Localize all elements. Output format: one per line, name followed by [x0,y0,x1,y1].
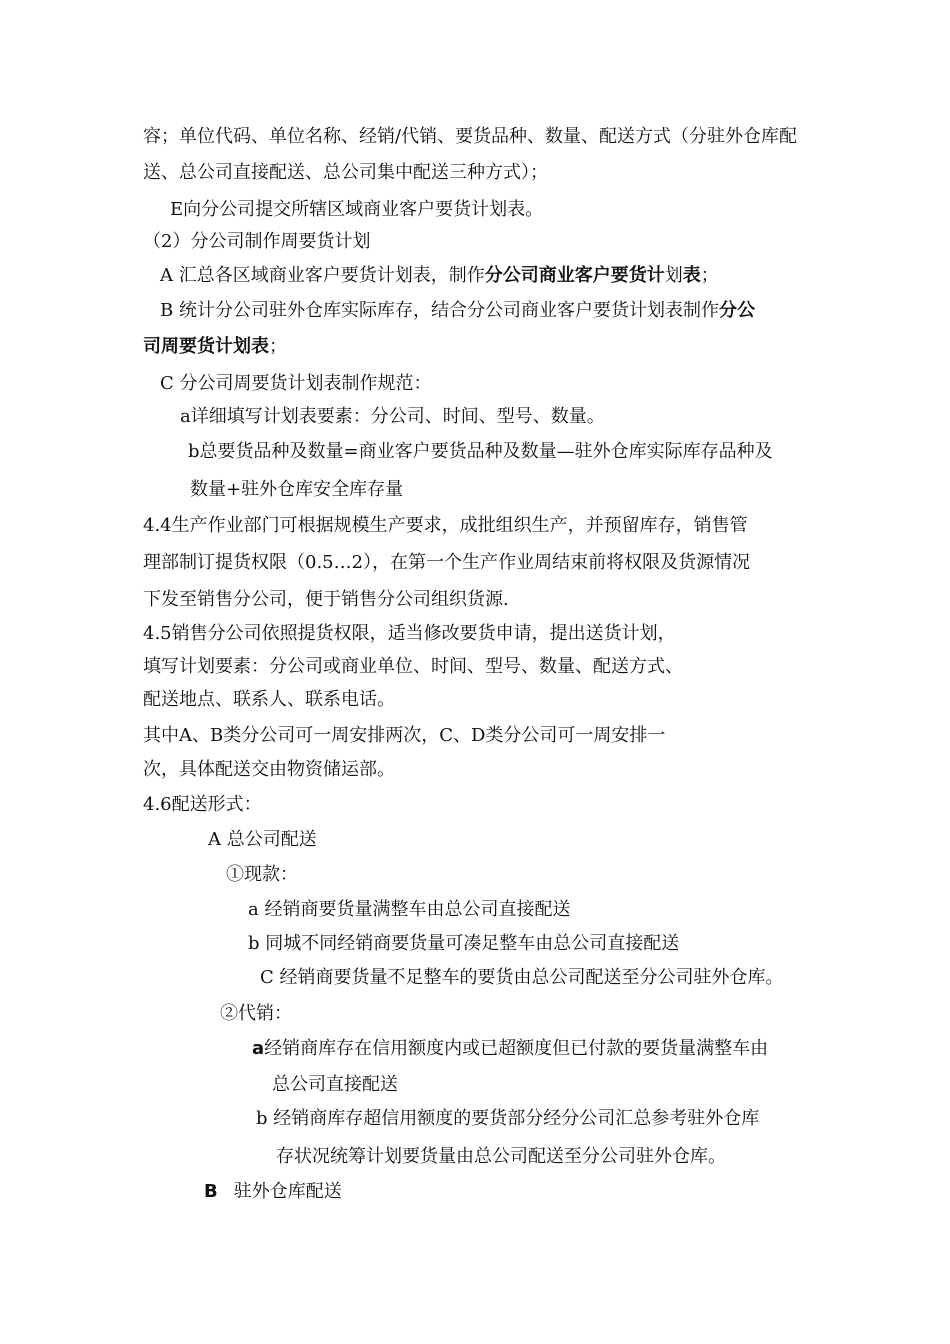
text-segment: ； [269,336,287,357]
section-heading: （2）分公司制作周要货计划 [143,231,371,252]
text-line: 下发至销售分公司，便于销售分公司组织货源. [143,589,509,610]
text-segment: 划 [664,265,683,286]
text-line [143,336,287,358]
text-line: C 经销商要货量不足整车的要货由总公司配送至分公司驻外仓库。 [260,967,784,988]
bold-term: 司周要货计划表 [143,336,269,357]
text-line: b 同城不同经销商要货量可凑足整车由总公司直接配送 [248,933,680,954]
text-line: b总要货品种及数量=商业客户要货品种及数量—驻外仓库实际库存品种及 [188,441,773,462]
text-line: 送、总公司直接配送、总公司集中配送三种方式）； [143,162,548,183]
text-line: 容；单位代码、单位名称、经销/代销、要货品种、数量、配送方式（分驻外仓库配 [143,126,798,147]
text-line: 配送地点、联系人、联系电话。 [143,689,395,710]
text-line: a 经销商要货量满整车由总公司直接配送 [248,899,571,920]
text-line: 填写计划要素：分公司或商业单位、时间、型号、数量、配送方式、 [143,656,683,677]
text-segment: 驻外仓库配送 [233,1181,342,1202]
bold-term: 分公司商业客户要货计 [484,265,665,286]
section-heading: 4.6配送形式： [143,794,262,815]
text-line [160,265,719,287]
text-line [160,300,755,322]
text-line: 次，具体配送交由物资储运部。 [143,759,395,780]
text-line: b 经销商库存超信用额度的要货部分经分公司汇总参考驻外仓库 [256,1108,760,1129]
text-line: ①现款： [226,864,298,885]
bold-term: B [204,1181,218,1202]
bold-term: 表 [682,265,701,286]
text-line: ②代销： [220,1003,292,1024]
bold-term: 分公 [718,300,755,321]
text-line: 总公司直接配送 [272,1074,398,1095]
text-segment: B 统计分公司驻外仓库实际库存，结合分公司商业客户要货计划表制作 [160,300,719,321]
text-line [252,1038,768,1060]
text-line: 其中A、B类分公司可一周安排两次，C、D类分公司可一周安排一 [143,725,666,746]
text-segment: 经销商库存在信用额度内或已超额度但已付款的要货量满整车由 [264,1038,769,1059]
text-line [204,1181,342,1203]
text-line: E向分公司提交所辖区域商业客户要货计划表。 [170,199,544,220]
text-segment: A 汇总各区域商业客户要货计划表，制作 [160,265,485,286]
text-line: C 分公司周要货计划表制作规范： [160,373,432,394]
text-line: A 总公司配送 [208,829,317,850]
bold-term: a [252,1038,265,1059]
text-line: a详细填写计划表要素：分公司、时间、型号、数量。 [180,406,605,427]
text-line: 4.4生产作业部门可根据规模生产要求，成批组织生产，并预留库存，销售管 [143,515,748,536]
text-segment: ； [700,265,719,286]
text-line: 理部制订提货权限（0.5…2），在第一个生产作业周结束前将权限及货源情况 [143,552,751,573]
text-line: 4.5销售分公司依照提货权限，适当修改要货申请，提出送货计划， [143,623,676,644]
text-line: 存状况统筹计划要货量由总公司配送至分公司驻外仓库。 [276,1146,726,1167]
text-line: 数量+驻外仓库安全库存量 [190,479,404,500]
